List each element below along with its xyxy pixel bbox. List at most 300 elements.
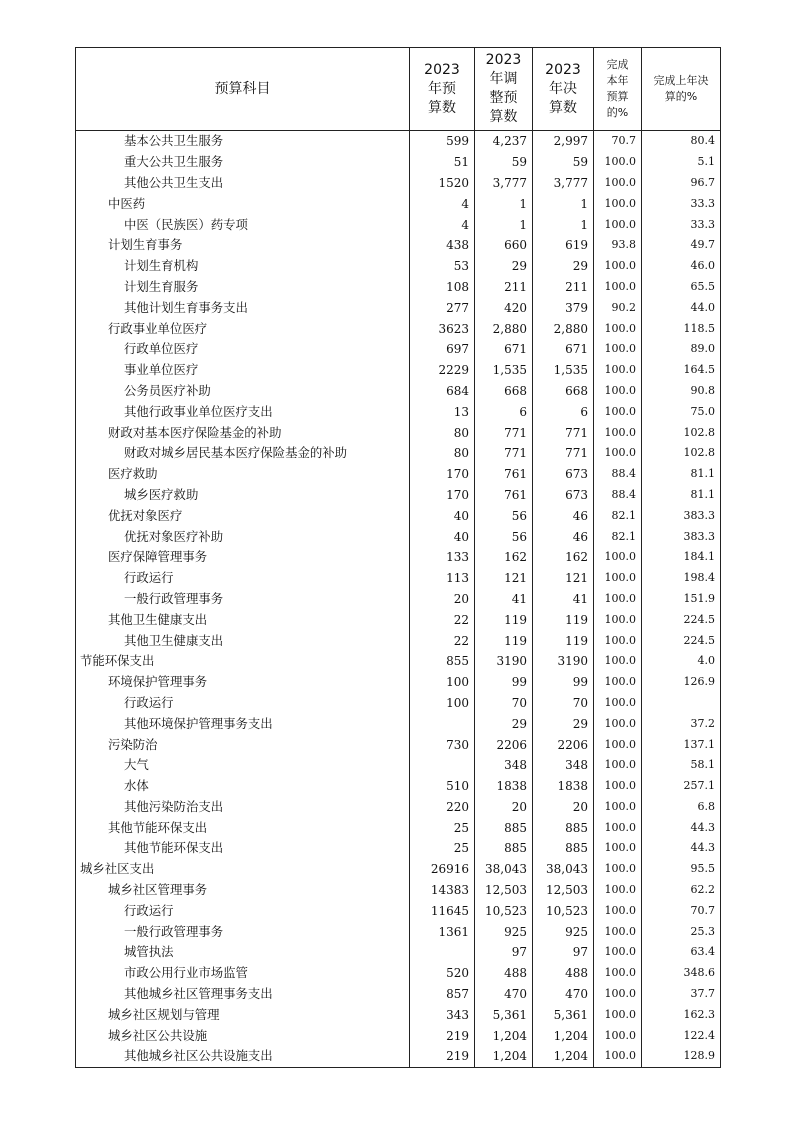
table-row xyxy=(76,942,721,963)
row-adjusted: 56 xyxy=(475,526,533,547)
row-subject: 一般行政管理事务 xyxy=(76,921,410,942)
row-subject: 城乡社区支出 xyxy=(76,859,410,880)
row-final: 59 xyxy=(533,152,594,173)
row-completion-budget: 100.0 xyxy=(594,568,642,589)
row-adjusted: 41 xyxy=(475,589,533,610)
row-completion-prev: 46.0 xyxy=(642,256,721,277)
table-row xyxy=(76,568,721,589)
row-completion-prev: 4.0 xyxy=(642,651,721,672)
row-adjusted: 5,361 xyxy=(475,1004,533,1025)
row-final: 348 xyxy=(533,755,594,776)
budget-table xyxy=(75,47,721,1068)
row-budget: 22 xyxy=(410,630,475,651)
row-budget: 697 xyxy=(410,339,475,360)
row-subject: 财政对基本医疗保险基金的补助 xyxy=(76,422,410,443)
table-row xyxy=(76,526,721,547)
row-budget: 113 xyxy=(410,568,475,589)
table-row xyxy=(76,505,721,526)
row-completion-budget: 100.0 xyxy=(594,776,642,797)
row-final: 46 xyxy=(533,526,594,547)
row-budget: 80 xyxy=(410,443,475,464)
row-final: 20 xyxy=(533,797,594,818)
row-adjusted: 3,777 xyxy=(475,173,533,194)
row-adjusted: 1838 xyxy=(475,776,533,797)
row-final: 38,043 xyxy=(533,859,594,880)
header-budget xyxy=(410,48,475,131)
row-completion-prev: 383.3 xyxy=(642,505,721,526)
table-row xyxy=(76,131,721,152)
header-completion-prev-label: 完成上年决 算的% xyxy=(653,74,709,103)
row-subject: 基本公共卫生服务 xyxy=(76,131,410,152)
row-adjusted: 211 xyxy=(475,277,533,298)
row-budget xyxy=(410,942,475,963)
row-budget: 22 xyxy=(410,609,475,630)
header-final-label: 2023 年决 算数 xyxy=(545,61,581,116)
row-final: 1 xyxy=(533,193,594,214)
row-final: 668 xyxy=(533,381,594,402)
row-completion-prev: 383.3 xyxy=(642,526,721,547)
row-adjusted: 1,204 xyxy=(475,1025,533,1046)
row-completion-prev: 89.0 xyxy=(642,339,721,360)
row-adjusted: 761 xyxy=(475,464,533,485)
row-final: 121 xyxy=(533,568,594,589)
row-subject: 污染防治 xyxy=(76,734,410,755)
table-row xyxy=(76,776,721,797)
row-completion-prev: 37.2 xyxy=(642,713,721,734)
row-final: 771 xyxy=(533,443,594,464)
row-budget: 40 xyxy=(410,526,475,547)
row-completion-prev: 95.5 xyxy=(642,859,721,880)
table-row xyxy=(76,859,721,880)
row-completion-prev: 5.1 xyxy=(642,152,721,173)
row-adjusted: 771 xyxy=(475,443,533,464)
row-budget: 599 xyxy=(410,131,475,152)
row-budget: 219 xyxy=(410,1025,475,1046)
row-subject: 财政对城乡居民基本医疗保险基金的补助 xyxy=(76,443,410,464)
row-subject: 一般行政管理事务 xyxy=(76,589,410,610)
row-budget: 510 xyxy=(410,776,475,797)
row-completion-prev: 348.6 xyxy=(642,963,721,984)
row-completion-budget: 100.0 xyxy=(594,1025,642,1046)
row-adjusted: 771 xyxy=(475,422,533,443)
table-row xyxy=(76,838,721,859)
row-subject: 行政运行 xyxy=(76,900,410,921)
row-budget: 219 xyxy=(410,1046,475,1067)
row-completion-prev: 44.3 xyxy=(642,838,721,859)
table-header-row xyxy=(76,48,721,131)
row-budget: 133 xyxy=(410,547,475,568)
row-completion-budget: 100.0 xyxy=(594,381,642,402)
row-adjusted: 70 xyxy=(475,693,533,714)
row-adjusted: 420 xyxy=(475,297,533,318)
row-final: 2,997 xyxy=(533,131,594,152)
row-budget: 14383 xyxy=(410,880,475,901)
row-adjusted: 59 xyxy=(475,152,533,173)
row-completion-budget: 82.1 xyxy=(594,526,642,547)
table-row xyxy=(76,381,721,402)
table-row xyxy=(76,464,721,485)
row-final: 5,361 xyxy=(533,1004,594,1025)
row-subject: 中医（民族医）药专项 xyxy=(76,214,410,235)
row-adjusted: 29 xyxy=(475,713,533,734)
table-row xyxy=(76,297,721,318)
row-completion-prev: 81.1 xyxy=(642,464,721,485)
row-subject: 其他卫生健康支出 xyxy=(76,609,410,630)
table-row xyxy=(76,360,721,381)
row-completion-prev: 96.7 xyxy=(642,173,721,194)
row-subject: 行政单位医疗 xyxy=(76,339,410,360)
row-final: 10,523 xyxy=(533,900,594,921)
row-subject: 计划生育服务 xyxy=(76,277,410,298)
row-budget: 20 xyxy=(410,589,475,610)
row-completion-budget: 100.0 xyxy=(594,1046,642,1067)
row-completion-prev: 63.4 xyxy=(642,942,721,963)
table-row xyxy=(76,339,721,360)
row-budget xyxy=(410,713,475,734)
row-completion-prev: 128.9 xyxy=(642,1046,721,1067)
row-completion-prev: 44.3 xyxy=(642,817,721,838)
row-budget: 1361 xyxy=(410,921,475,942)
table-row xyxy=(76,651,721,672)
row-subject: 城乡医疗救助 xyxy=(76,485,410,506)
row-budget: 100 xyxy=(410,693,475,714)
table-row xyxy=(76,734,721,755)
table-row xyxy=(76,1004,721,1025)
row-budget: 857 xyxy=(410,984,475,1005)
row-completion-prev: 198.4 xyxy=(642,568,721,589)
row-subject: 优抚对象医疗补助 xyxy=(76,526,410,547)
row-subject: 其他卫生健康支出 xyxy=(76,630,410,651)
row-subject: 市政公用行业市场监管 xyxy=(76,963,410,984)
row-final: 12,503 xyxy=(533,880,594,901)
row-completion-budget: 100.0 xyxy=(594,547,642,568)
row-budget: 220 xyxy=(410,797,475,818)
row-completion-budget: 100.0 xyxy=(594,152,642,173)
row-final: 671 xyxy=(533,339,594,360)
row-completion-prev: 162.3 xyxy=(642,1004,721,1025)
row-subject: 城乡社区公共设施 xyxy=(76,1025,410,1046)
row-completion-budget: 100.0 xyxy=(594,318,642,339)
row-completion-prev: 62.2 xyxy=(642,880,721,901)
row-completion-budget: 100.0 xyxy=(594,755,642,776)
row-budget: 343 xyxy=(410,1004,475,1025)
row-completion-prev: 37.7 xyxy=(642,984,721,1005)
row-completion-prev: 257.1 xyxy=(642,776,721,797)
row-final: 97 xyxy=(533,942,594,963)
header-completion-prev xyxy=(642,48,721,131)
row-adjusted: 99 xyxy=(475,672,533,693)
row-adjusted: 660 xyxy=(475,235,533,256)
row-completion-budget: 100.0 xyxy=(594,360,642,381)
table-row xyxy=(76,817,721,838)
row-completion-budget: 100.0 xyxy=(594,693,642,714)
row-adjusted: 885 xyxy=(475,838,533,859)
table-row xyxy=(76,214,721,235)
row-completion-prev: 90.8 xyxy=(642,381,721,402)
row-completion-budget: 82.1 xyxy=(594,505,642,526)
row-final: 1,204 xyxy=(533,1046,594,1067)
row-adjusted: 671 xyxy=(475,339,533,360)
row-final: 2206 xyxy=(533,734,594,755)
row-budget: 1520 xyxy=(410,173,475,194)
row-final: 70 xyxy=(533,693,594,714)
table-row xyxy=(76,173,721,194)
table-row xyxy=(76,713,721,734)
row-final: 211 xyxy=(533,277,594,298)
row-budget: 53 xyxy=(410,256,475,277)
row-final: 3190 xyxy=(533,651,594,672)
row-budget: 170 xyxy=(410,485,475,506)
row-completion-prev: 224.5 xyxy=(642,609,721,630)
row-subject: 其他环境保护管理事务支出 xyxy=(76,713,410,734)
row-final: 119 xyxy=(533,609,594,630)
row-budget: 4 xyxy=(410,193,475,214)
row-completion-budget: 100.0 xyxy=(594,859,642,880)
row-completion-budget: 100.0 xyxy=(594,214,642,235)
row-completion-budget: 100.0 xyxy=(594,713,642,734)
table-row xyxy=(76,921,721,942)
row-subject: 城管执法 xyxy=(76,942,410,963)
row-completion-budget: 100.0 xyxy=(594,401,642,422)
row-completion-prev: 102.8 xyxy=(642,422,721,443)
row-final: 619 xyxy=(533,235,594,256)
row-adjusted: 668 xyxy=(475,381,533,402)
table-row xyxy=(76,963,721,984)
row-final: 29 xyxy=(533,256,594,277)
row-completion-prev: 58.1 xyxy=(642,755,721,776)
table-row xyxy=(76,235,721,256)
row-budget: 2229 xyxy=(410,360,475,381)
row-completion-budget: 100.0 xyxy=(594,900,642,921)
row-completion-budget: 100.0 xyxy=(594,921,642,942)
row-budget: 100 xyxy=(410,672,475,693)
row-adjusted: 925 xyxy=(475,921,533,942)
row-final: 885 xyxy=(533,817,594,838)
row-completion-prev: 102.8 xyxy=(642,443,721,464)
row-subject: 其他污染防治支出 xyxy=(76,797,410,818)
row-adjusted: 1 xyxy=(475,193,533,214)
row-subject: 重大公共卫生服务 xyxy=(76,152,410,173)
row-adjusted: 488 xyxy=(475,963,533,984)
header-adjusted xyxy=(475,48,533,131)
row-budget: 25 xyxy=(410,838,475,859)
row-completion-budget: 100.0 xyxy=(594,880,642,901)
row-budget: 13 xyxy=(410,401,475,422)
row-budget: 277 xyxy=(410,297,475,318)
table-body xyxy=(76,131,721,1068)
row-budget: 684 xyxy=(410,381,475,402)
row-completion-budget: 100.0 xyxy=(594,838,642,859)
row-completion-budget: 88.4 xyxy=(594,464,642,485)
row-completion-budget: 90.2 xyxy=(594,297,642,318)
row-budget: 520 xyxy=(410,963,475,984)
row-final: 925 xyxy=(533,921,594,942)
row-budget: 40 xyxy=(410,505,475,526)
row-completion-budget: 100.0 xyxy=(594,339,642,360)
row-adjusted: 885 xyxy=(475,817,533,838)
row-subject: 其他公共卫生支出 xyxy=(76,173,410,194)
row-final: 3,777 xyxy=(533,173,594,194)
row-adjusted: 12,503 xyxy=(475,880,533,901)
row-adjusted: 761 xyxy=(475,485,533,506)
row-budget: 26916 xyxy=(410,859,475,880)
row-adjusted: 6 xyxy=(475,401,533,422)
table-row xyxy=(76,1025,721,1046)
row-completion-budget: 100.0 xyxy=(594,1004,642,1025)
row-budget xyxy=(410,755,475,776)
row-final: 41 xyxy=(533,589,594,610)
row-subject: 行政运行 xyxy=(76,568,410,589)
row-completion-budget: 100.0 xyxy=(594,942,642,963)
row-completion-prev: 6.8 xyxy=(642,797,721,818)
row-final: 673 xyxy=(533,464,594,485)
row-completion-budget: 100.0 xyxy=(594,734,642,755)
row-completion-budget: 100.0 xyxy=(594,963,642,984)
table-row xyxy=(76,589,721,610)
row-subject: 其他节能环保支出 xyxy=(76,817,410,838)
row-completion-prev: 118.5 xyxy=(642,318,721,339)
row-completion-prev: 224.5 xyxy=(642,630,721,651)
header-final xyxy=(533,48,594,131)
row-completion-budget: 70.7 xyxy=(594,131,642,152)
row-completion-budget: 100.0 xyxy=(594,256,642,277)
row-completion-prev: 33.3 xyxy=(642,193,721,214)
row-subject: 事业单位医疗 xyxy=(76,360,410,381)
row-final: 1 xyxy=(533,214,594,235)
table-row xyxy=(76,755,721,776)
row-completion-prev: 65.5 xyxy=(642,277,721,298)
row-subject: 城乡社区规划与管理 xyxy=(76,1004,410,1025)
row-completion-prev: 122.4 xyxy=(642,1025,721,1046)
row-completion-budget: 100.0 xyxy=(594,422,642,443)
table-row xyxy=(76,277,721,298)
row-subject: 中医药 xyxy=(76,193,410,214)
row-completion-prev: 80.4 xyxy=(642,131,721,152)
row-completion-budget: 88.4 xyxy=(594,485,642,506)
row-completion-budget: 100.0 xyxy=(594,630,642,651)
table-row xyxy=(76,547,721,568)
row-adjusted: 3190 xyxy=(475,651,533,672)
row-budget: 855 xyxy=(410,651,475,672)
row-completion-prev xyxy=(642,693,721,714)
row-adjusted: 1,535 xyxy=(475,360,533,381)
row-completion-budget: 100.0 xyxy=(594,277,642,298)
row-subject: 节能环保支出 xyxy=(76,651,410,672)
row-final: 885 xyxy=(533,838,594,859)
row-completion-budget: 100.0 xyxy=(594,443,642,464)
row-adjusted: 470 xyxy=(475,984,533,1005)
row-completion-budget: 100.0 xyxy=(594,672,642,693)
row-final: 119 xyxy=(533,630,594,651)
row-subject: 其他计划生育事务支出 xyxy=(76,297,410,318)
row-adjusted: 29 xyxy=(475,256,533,277)
row-completion-prev: 75.0 xyxy=(642,401,721,422)
row-completion-prev: 184.1 xyxy=(642,547,721,568)
row-adjusted: 2,880 xyxy=(475,318,533,339)
row-budget: 108 xyxy=(410,277,475,298)
row-subject: 城乡社区管理事务 xyxy=(76,880,410,901)
row-subject: 行政事业单位医疗 xyxy=(76,318,410,339)
row-budget: 3623 xyxy=(410,318,475,339)
row-budget: 730 xyxy=(410,734,475,755)
table-row xyxy=(76,900,721,921)
row-completion-budget: 100.0 xyxy=(594,651,642,672)
row-subject: 医疗保障管理事务 xyxy=(76,547,410,568)
table-row xyxy=(76,1046,721,1067)
row-adjusted: 348 xyxy=(475,755,533,776)
row-subject: 环境保护管理事务 xyxy=(76,672,410,693)
row-budget: 170 xyxy=(410,464,475,485)
row-subject: 行政运行 xyxy=(76,693,410,714)
row-subject: 优抚对象医疗 xyxy=(76,505,410,526)
row-final: 673 xyxy=(533,485,594,506)
row-subject: 计划生育事务 xyxy=(76,235,410,256)
row-budget: 51 xyxy=(410,152,475,173)
header-completion-budget-label: 完成 本年 预算 的% xyxy=(606,58,629,119)
row-final: 6 xyxy=(533,401,594,422)
row-final: 99 xyxy=(533,672,594,693)
header-subject-label: 预算科目 xyxy=(214,80,271,97)
header-completion-budget xyxy=(594,48,642,131)
table-row xyxy=(76,422,721,443)
row-adjusted: 119 xyxy=(475,609,533,630)
table-row xyxy=(76,630,721,651)
row-completion-budget: 93.8 xyxy=(594,235,642,256)
row-subject: 公务员医疗补助 xyxy=(76,381,410,402)
row-adjusted: 119 xyxy=(475,630,533,651)
table-row xyxy=(76,984,721,1005)
table-row xyxy=(76,797,721,818)
row-completion-budget: 100.0 xyxy=(594,589,642,610)
row-adjusted: 162 xyxy=(475,547,533,568)
row-completion-prev: 44.0 xyxy=(642,297,721,318)
row-subject: 水体 xyxy=(76,776,410,797)
row-final: 162 xyxy=(533,547,594,568)
row-completion-prev: 49.7 xyxy=(642,235,721,256)
row-final: 1838 xyxy=(533,776,594,797)
row-completion-budget: 100.0 xyxy=(594,797,642,818)
row-adjusted: 20 xyxy=(475,797,533,818)
row-final: 29 xyxy=(533,713,594,734)
row-budget: 11645 xyxy=(410,900,475,921)
row-completion-budget: 100.0 xyxy=(594,609,642,630)
row-budget: 438 xyxy=(410,235,475,256)
table-row xyxy=(76,880,721,901)
row-completion-budget: 100.0 xyxy=(594,817,642,838)
row-subject: 其他城乡社区公共设施支出 xyxy=(76,1046,410,1067)
row-adjusted: 4,237 xyxy=(475,131,533,152)
table-row xyxy=(76,256,721,277)
row-completion-prev: 137.1 xyxy=(642,734,721,755)
row-final: 488 xyxy=(533,963,594,984)
table-row xyxy=(76,485,721,506)
row-completion-prev: 151.9 xyxy=(642,589,721,610)
row-completion-prev: 81.1 xyxy=(642,485,721,506)
row-subject: 其他城乡社区管理事务支出 xyxy=(76,984,410,1005)
row-subject: 医疗救助 xyxy=(76,464,410,485)
row-adjusted: 1,204 xyxy=(475,1046,533,1067)
row-adjusted: 10,523 xyxy=(475,900,533,921)
row-subject: 其他节能环保支出 xyxy=(76,838,410,859)
table-row xyxy=(76,609,721,630)
row-final: 46 xyxy=(533,505,594,526)
row-completion-prev: 70.7 xyxy=(642,900,721,921)
row-adjusted: 121 xyxy=(475,568,533,589)
row-final: 771 xyxy=(533,422,594,443)
row-final: 470 xyxy=(533,984,594,1005)
row-completion-budget: 100.0 xyxy=(594,984,642,1005)
row-completion-budget: 100.0 xyxy=(594,193,642,214)
